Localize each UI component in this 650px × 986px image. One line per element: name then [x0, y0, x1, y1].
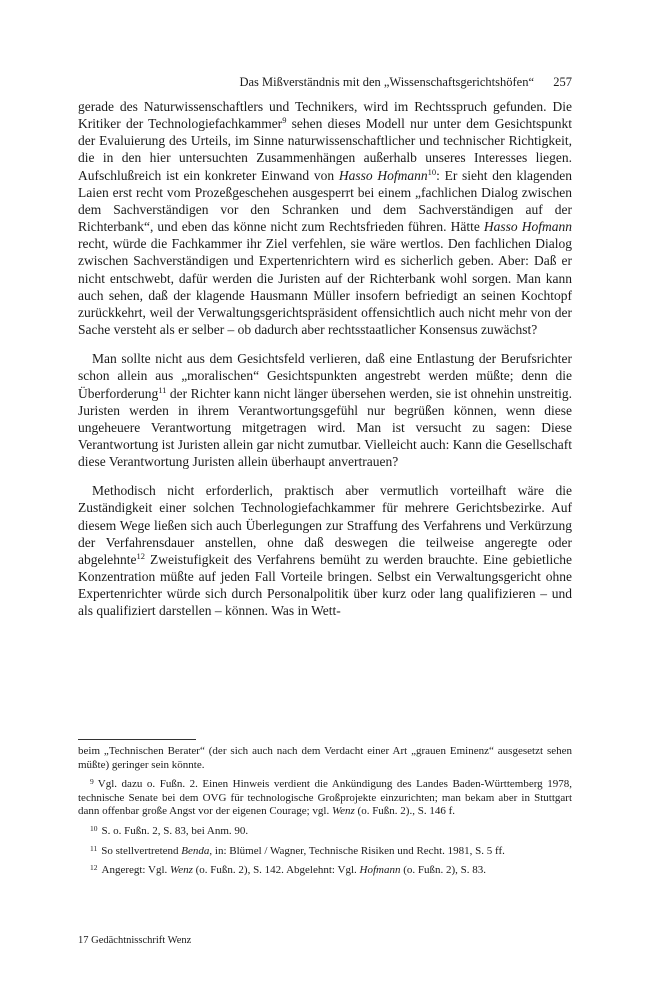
p1-text-b: sehen dieses Modell nur unter dem Gesichtspunkt der Evaluierung des Urteils, im Sinne naturwissenschaftlicher und technischer Richtigkeit, die in den hier untersuchten Zusammenhängen außerhalb unseres Interesses liegen. Aufschlußreich ist ein konkreter Einwand von	[78, 116, 572, 183]
body-text	[78, 98, 572, 620]
footnote-12	[78, 864, 572, 878]
author-name-wenz: Wenz	[331, 805, 355, 818]
footnote-divider	[78, 739, 196, 740]
author-name-wenz: Wenz	[170, 864, 193, 877]
footnote-10	[78, 825, 572, 839]
footnotes	[78, 745, 572, 878]
footnote-ref-9: 9	[282, 115, 287, 126]
footnote-text: Angeregt: Vgl.	[101, 864, 171, 877]
footnote-text: So stellvertretend	[101, 844, 182, 857]
footnote-text: (o. Fußn. 2), S. 142. Abgelehnt: Vgl.	[192, 864, 360, 877]
running-head	[0, 72, 650, 92]
footnote-11	[78, 845, 572, 859]
p2-text-b: der Richter kann nicht länger übersehen werden, sie ist ohnehin unstreitig. Juristen werden in ihrem Verantwortungsgefühl nur begrüßen können, wenn diese ungeheuere Verantwortung mitgetragen wird. Man ist versucht zu sagen: Diese Verantwortung ist Juristen allein gar nicht zumutbar. Vielleicht auch: Kann die Gesellschaft diese Verantwortung Juristen allein überhaupt anvertrauen?	[78, 385, 572, 470]
footnote-number: 11	[90, 843, 98, 853]
footnote-text: Vgl. dazu o. Fußn. 2. Einen Hinweis verdient die Ankündigung des Landes Baden-Württemberg 1978, technische Senate bei dem OVG für technologische Großprojekte einzurichten; man bekam aber in Stuttgart dann offenbar große Angst vor der eigenen Courage; vgl.	[78, 778, 572, 818]
footnote-number: 9	[90, 777, 94, 787]
footnote-ref-10: 10	[427, 166, 437, 177]
paragraph-3	[78, 482, 572, 619]
footnote-number: 10	[90, 823, 98, 833]
p3-text-a: Methodisch nicht erforderlich, praktisch aber vermutlich vorteilhaft wäre die Zuständigkeit einer solchen Technologiefachkammer für mehrere Gerichtsbezirke. Auf diesem Wege ließen sich auch Überlegungen zur Straffung des Verfahrens und Verkürzung der Verfahrensdauer anstellen, ohne daß deswegen die teilweise angeregte oder abgelehnte	[78, 483, 572, 567]
footnote-text: (o. Fußn. 2)., S. 146 f.	[354, 805, 456, 818]
p1-text-c: : Er sieht den klagenden Laien erst recht vom Prozeßgeschehen ausgesperrt bei einem „fachlichen Dialog zwischen dem Sachverständigen vor den Schranken und dem Sachverständigen auf der Richterbank“, und eben das könne nicht zum Rechtsfrieden führen. Hätte	[78, 167, 572, 235]
printer-signature: 17 Gedächtnisschrift Wenz	[78, 935, 192, 946]
running-title: Das Mißverständnis mit den „Wissenschaftsgerichtshöfen“	[239, 75, 534, 89]
p3-text-b: Zweistufigkeit des Verfahrens bemüht zu werden brauchte. Eine gebietliche Konzentration müßte auf jeden Fall Vorteile bringen. Selbst ein Verwaltungsgericht ohne Expertenrichter würde sich durch Personalpolitik über kurz oder lang qualifizieren – und als qualifiziert darstellen – können. Was in Wett-	[78, 551, 572, 619]
footnote-ref-12: 12	[136, 550, 145, 561]
footnote-continuation: beim „Technischen Berater“ (der sich auch nach dem Verdacht einer Art „grauen Eminenz“ ausgesetzt sehen müßte) geringer sein könnte.	[78, 745, 572, 771]
author-name-hofmann: Hofmann	[359, 864, 401, 877]
author-name-benda: Benda	[181, 844, 210, 857]
footnote-text: S. o. Fußn. 2, S. 83, bei Anm. 90.	[101, 824, 249, 837]
author-name-hasso-hofmann: Hasso Hofmann	[338, 167, 428, 183]
paragraph-1	[78, 98, 572, 338]
footnote-text: (o. Fußn. 2), S. 83.	[400, 864, 487, 877]
footnote-text: , in: Blümel / Wagner, Technische Risiken und Recht. 1981, S. 5 ff.	[209, 844, 505, 857]
paragraph-2	[78, 350, 572, 470]
p1-text-a: gerade des Naturwissenschaftlers und Technikers, wird im Rechtsspruch gefunden. Die Kritiker der Technologiefachkammer	[78, 99, 572, 132]
p1-text-d: recht, würde die Fachkammer ihr Ziel verfehlen, sie wäre wertlos. Den fachlichen Dialog zwischen Sachverständigen und Expertenrichtern wird es sicherlich geben. Aber: Daß er nicht entschwebt, dafür werden die Juristen auf der Richterbank wohl sorgen. Man kann auch sehen, daß der klagende Hausmann Müller insofern befriedigt an seinen Kochtopf zurückkehrt, weil der Verwaltungsgerichtspräsident offensichtlich auch nicht mehr von der Sache versteht als er selber – ob dadurch aber rechtsstaatlicher Konsensus zuwächst?	[78, 236, 572, 338]
author-name-hasso-hofmann-2: Hasso Hofmann	[483, 219, 572, 235]
footnote-number: 12	[90, 863, 98, 873]
footnote-ref-11: 11	[158, 384, 167, 395]
p2-text-a: Man sollte nicht aus dem Gesichtsfeld verlieren, daß eine Entlastung der Berufsrichter schon allein aus „moralischen“ Gesichtspunkten angestrebt werden müßte; denn die Überforderung	[78, 351, 572, 401]
page-number: 257	[553, 75, 572, 89]
footnote-9	[78, 778, 572, 819]
